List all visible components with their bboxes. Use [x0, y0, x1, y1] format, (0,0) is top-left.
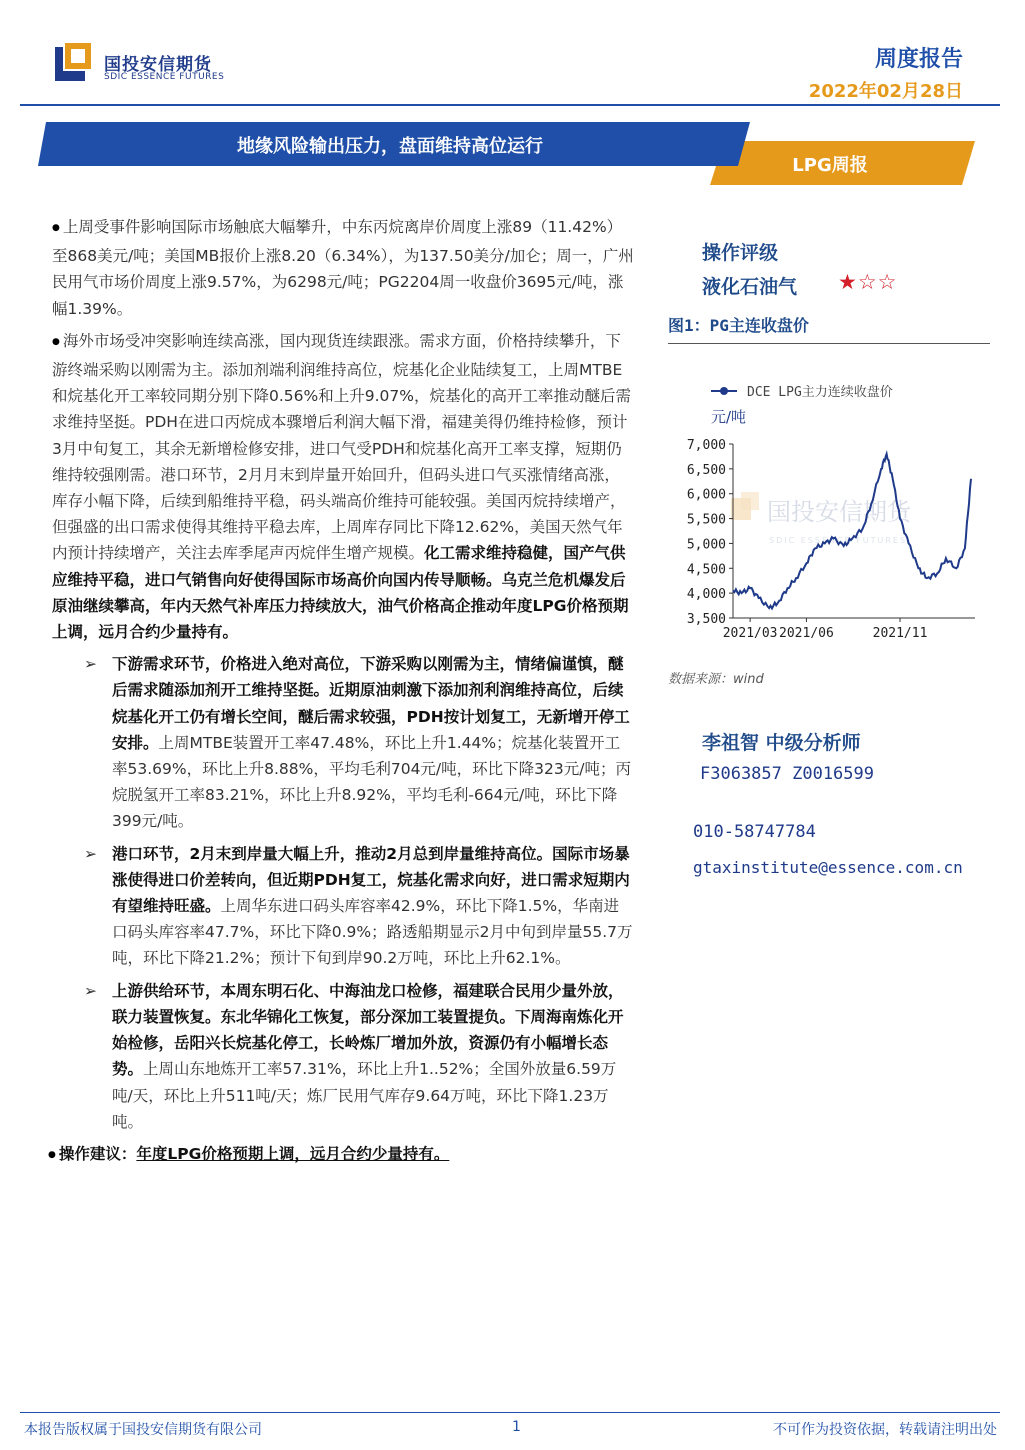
x-ticks: [723, 618, 928, 641]
market-summary-text: 上周受事件影响国际市场触底大幅攀升，中东丙烷离岸价周度上涨89（11.42%）至868美元/吨；美国MB报价上涨8.20（6.34%），为137.50美分/加仑；周一，广州民用气市场价周度上涨9.57%，为6298元/吨；PG2204周一收盘价3695元/吨，涨幅1.39%。: [52, 218, 634, 318]
rating-stars-icon: ★☆☆: [838, 270, 898, 294]
report-tag: LPG周报: [792, 155, 868, 176]
analyst-name: 李祖智 中级分析师: [702, 732, 861, 754]
watermark-text-en: SDIC ESSENCE FUTURES: [769, 536, 908, 545]
paragraph-analysis: [52, 328, 634, 645]
analysis-text: 海外市场受冲突影响连续高涨，国内现货连续跟涨。需求方面，价格持续攀升，下游终端采购以刚需为主。添加剂端利润维持高位，烷基化企业陆续复工，上周MTBE和烷基化开工率较同期分别下降0.56%和上升9.07%，烷基化的高开工率推动醚后需求维持坚挺。PDH在进口丙烷成本骤增后利润大幅下滑，福建美得仍维持检修，预计3月中旬复工，其余无新增检修安排，进口气受PDH和烷基化高开工率支撑，短期仍维持较强刚需。港口环节，2月月末到岸量开始回升，但码头进口气买涨情绪高涨，库存小幅下降，后续到船维持平稳，码头端高价维持可能较强。美国丙烷持续增产，但强盛的出口需求使得其维持平稳去库，上周库存同比下降12.62%，美国天然气年内预计持续增产，关注去库季尾声丙烷伴生增产规模。: [52, 331, 631, 563]
arrow-bullet-icon: ➢: [84, 844, 97, 863]
y-ticks: [687, 438, 733, 627]
report-date: 2022年02月28日: [808, 81, 963, 102]
chart-watermark: [731, 492, 913, 545]
data-source: 数据来源：wind: [668, 672, 764, 687]
y-axis-unit: 元/吨: [711, 408, 747, 426]
logo-text-cn: 国投安信期货: [104, 55, 212, 75]
y-tick-label: 5,500: [686, 512, 726, 528]
downstream-detail: 上周MTBE装置开工率47.48%，环比上升1.44%；烷基化装置开工率53.69%，环比上升8.88%，平均毛利704元/吨，环比下降323元/吨；丙烷脱氢开工率83.21%，环比上升8.92%，平均毛利-664元/吨，环比下降399元/吨。: [112, 733, 631, 831]
port-detail: 上周华东进口码头库容率42.9%，环比下降1.5%，华南进口码头库容率47.7%，环比下降0.9%；路透船期显示2月中旬到岸量55.7万吨，环比下降21.2%；预计下旬到岸90.2万吨，环比上升62.1%。: [112, 897, 633, 968]
figure-title: 图1：PG主连收盘价: [668, 316, 809, 335]
y-tick-label: 6,000: [686, 487, 726, 503]
logo-text-en: SDIC ESSENCE FUTURES: [104, 72, 225, 82]
section-upstream: [52, 978, 634, 1135]
port-summary: 港口环节，2月末到岸量大幅上升，推动2月总到岸量维持高位。国际市场暴涨使得进口价差转向，但近期PDH复工，烷基化需求向好，进口需求短期内有望维持旺盛。: [112, 844, 630, 916]
analysis-conclusion: 化工需求维持稳健，国产气供应维持平稳，进口气销售向好使得国际市场高价向国内传导顺畅。乌克兰危机爆发后原油继续攀高，年内天然气补库压力持续放大，油气价格高企推动年度LPG价格预期上调，远月合约少量持有。: [52, 544, 629, 642]
downstream-summary: 下游需求环节，价格进入绝对高位，下游采购以刚需为主，情绪偏谨慎，醚后需求随添加剂开工维持坚挺。近期原油刺激下添加剂利润维持高位，后续烷基化开工仍有增长空间，醚后需求较强，PDH按计划复工，无新增开停工安排。: [112, 655, 630, 752]
upstream-summary: 上游供给环节，本周东明石化、中海油龙口检修，福建联合民用少量外放，联力装置恢复。东北华锦化工恢复，部分深加工装置提负。下周海南炼化开始检修，岳阳兴长烷基化停工，长岭炼厂增加外放，资源仍有小幅增长态势。: [112, 981, 624, 1079]
y-tick-label: 4,000: [686, 587, 726, 603]
figure-rule: [668, 343, 990, 344]
x-tick-label: 2021/06: [779, 626, 834, 641]
upstream-detail: 上周山东地炼开工率57.31%，环比上升1..52%；全国外放量6.59万吨/天，环比上升511吨/天；炼厂民用气库存9.64万吨，环比下降1.23万吨。: [112, 1060, 617, 1131]
footer-copyright: 本报告版权属于国投安信期货有限公司: [24, 1422, 262, 1438]
paragraph-market-summary: [52, 214, 634, 322]
y-tick-label: 4,500: [686, 562, 726, 578]
y-tick-label: 3,500: [686, 612, 726, 627]
analyst-certificate: F3063857 Z0016599: [700, 764, 874, 784]
advice-label: 操作建议：: [58, 1144, 137, 1163]
contact-phone: 010-58747784: [693, 822, 816, 842]
page-number: 1: [512, 1419, 521, 1435]
price-chart: [665, 372, 995, 652]
advice-text: 年度LPG价格预期上调，远月合约少量持有。: [136, 1144, 450, 1163]
contact-email[interactable]: gtaxinstitute@essence.com.cn: [693, 858, 963, 877]
y-tick-label: 6,500: [686, 462, 726, 478]
y-tick-label: 7,000: [686, 438, 726, 453]
legend-label: DCE LPG主力连续收盘价: [747, 385, 893, 400]
section-port: [52, 841, 634, 972]
operation-advice: [48, 1141, 634, 1170]
rating-title: 操作评级: [702, 242, 779, 264]
report-headline: 地缘风险输出压力，盘面维持高位运行: [237, 136, 543, 157]
report-type: 周度报告: [874, 47, 963, 72]
arrow-bullet-icon: ➢: [84, 655, 97, 674]
arrow-bullet-icon: ➢: [84, 981, 97, 1000]
x-tick-label: 2021/03: [722, 626, 778, 641]
product-name: 液化石油气: [702, 276, 798, 298]
chart-legend: [711, 384, 893, 400]
footer-rule: [20, 1412, 1000, 1413]
legend-marker: [720, 387, 728, 395]
watermark-text-cn: 国投安信期货: [767, 498, 911, 526]
section-downstream: [52, 651, 634, 834]
footer-disclaimer: 不可作为投资依据，转载请注明出处: [773, 1422, 997, 1438]
report-body: [52, 214, 634, 1176]
series-line: [733, 454, 971, 609]
logo-mark-icon: [55, 43, 97, 85]
watermark-logo-inner: [741, 492, 759, 510]
header-rule: [20, 104, 1000, 106]
x-tick-label: 2021/11: [872, 626, 928, 641]
y-tick-label: 5,000: [686, 537, 726, 553]
